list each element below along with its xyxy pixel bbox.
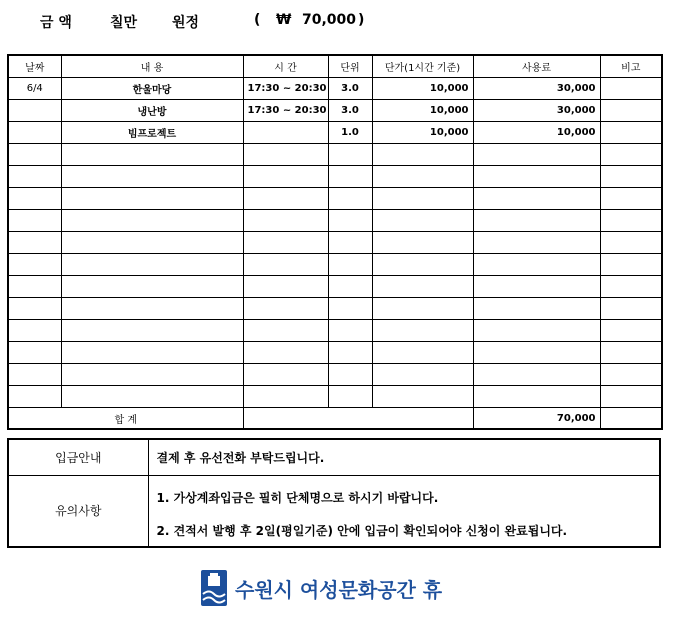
cell-unit: 3.0 (328, 100, 372, 122)
col-fee: 사용료 (473, 55, 600, 78)
amount-korean: 칠만 (110, 15, 138, 31)
cell-time (243, 232, 328, 254)
cell-fee (473, 232, 600, 254)
deposit-label: 입금안내 (8, 439, 148, 475)
cell-unit (328, 188, 372, 210)
cell-time (243, 342, 328, 364)
paren-open: ( (254, 12, 261, 28)
col-unit: 단위 (328, 55, 372, 78)
table-row (8, 386, 662, 408)
cell-content (61, 166, 243, 188)
cell-fee (473, 166, 600, 188)
caution-line-1: 1. 가상계좌입금은 필히 단체명으로 하시기 바랍니다. (156, 490, 439, 505)
cell-fee: 30,000 (473, 100, 600, 122)
currency-symbol: ₩ (276, 12, 292, 28)
cell-fee (473, 254, 600, 276)
cell-time (243, 122, 328, 144)
cell-time (243, 298, 328, 320)
amount-label: 금 액 (40, 15, 72, 31)
suwon-city-emblem-icon (201, 570, 227, 606)
cell-content (61, 276, 243, 298)
cell-content (61, 232, 243, 254)
cell-price: 10,000 (372, 122, 473, 144)
col-content: 내 용 (61, 55, 243, 78)
usage-table (7, 54, 663, 430)
cell-note (600, 276, 662, 298)
cell-fee (473, 320, 600, 342)
cell-time (243, 144, 328, 166)
cell-fee (473, 342, 600, 364)
cell-price (372, 298, 473, 320)
cell-content (61, 386, 243, 408)
cell-fee: 10,000 (473, 122, 600, 144)
cell-fee (473, 276, 600, 298)
cell-fee (473, 144, 600, 166)
cell-unit (328, 298, 372, 320)
cell-date (8, 188, 61, 210)
table-row (8, 100, 662, 122)
cell-time (243, 188, 328, 210)
cell-note (600, 320, 662, 342)
cell-time (243, 320, 328, 342)
cell-fee (473, 386, 600, 408)
cell-date (8, 210, 61, 232)
cell-content (61, 364, 243, 386)
cell-date (8, 342, 61, 364)
cell-time: 17:30 ~ 20:30 (243, 100, 328, 122)
table-row (8, 188, 662, 210)
cell-unit (328, 144, 372, 166)
table-row (8, 276, 662, 298)
cell-note (600, 122, 662, 144)
table-row (8, 342, 662, 364)
cell-unit (328, 210, 372, 232)
notes-table (7, 438, 661, 548)
total-fee: 70,000 (473, 408, 600, 430)
table-row (8, 232, 662, 254)
cell-price (372, 166, 473, 188)
table-row (8, 254, 662, 276)
cell-date (8, 122, 61, 144)
cell-date (8, 320, 61, 342)
caution-row (8, 475, 660, 547)
cell-note (600, 386, 662, 408)
cell-note (600, 78, 662, 100)
cell-time (243, 386, 328, 408)
cell-fee: 30,000 (473, 78, 600, 100)
cell-content (61, 210, 243, 232)
total-note (600, 408, 662, 430)
cell-price (372, 232, 473, 254)
cell-note (600, 166, 662, 188)
amount-number: 70,000 (302, 12, 357, 28)
cell-date (8, 364, 61, 386)
cell-content (61, 254, 243, 276)
cell-date: 6/4 (8, 78, 61, 100)
org-name: 수원시 여성문화공간 휴 (235, 577, 443, 602)
cell-fee (473, 298, 600, 320)
cell-unit (328, 320, 372, 342)
table-row (8, 78, 662, 100)
cell-date (8, 298, 61, 320)
table-row (8, 166, 662, 188)
cell-note (600, 364, 662, 386)
cell-price (372, 342, 473, 364)
cell-note (600, 342, 662, 364)
cell-content (61, 342, 243, 364)
total-row (8, 408, 662, 430)
cell-content (61, 144, 243, 166)
total-empty (243, 408, 473, 430)
cell-note (600, 298, 662, 320)
cell-content: 냉난방 (61, 100, 243, 122)
cell-time (243, 166, 328, 188)
cell-date (8, 276, 61, 298)
table-row (8, 364, 662, 386)
col-time: 시 간 (243, 55, 328, 78)
col-price: 단가(1시간 기준) (372, 55, 473, 78)
cell-unit (328, 232, 372, 254)
cell-note (600, 144, 662, 166)
cell-content (61, 188, 243, 210)
cell-price (372, 254, 473, 276)
cell-note (600, 100, 662, 122)
cell-time (243, 210, 328, 232)
cell-unit (328, 166, 372, 188)
deposit-text: 결제 후 유선전화 부탁드립니다. (148, 439, 660, 475)
cell-date (8, 386, 61, 408)
caution-line-2: 2. 견적서 발행 후 2일(평일기준) 안에 입금이 확인되어야 신청이 완료됩니다. (156, 523, 568, 538)
cell-date (8, 166, 61, 188)
table-row (8, 298, 662, 320)
won-suffix: 원정 (172, 15, 200, 31)
cell-fee (473, 188, 600, 210)
cell-note (600, 188, 662, 210)
cell-date (8, 232, 61, 254)
cell-time (243, 364, 328, 386)
table-row (8, 210, 662, 232)
cell-date (8, 254, 61, 276)
cell-time: 17:30 ~ 20:30 (243, 78, 328, 100)
cell-date (8, 100, 61, 122)
cell-price: 10,000 (372, 78, 473, 100)
caution-text (148, 475, 660, 547)
cell-unit (328, 254, 372, 276)
table-row (8, 144, 662, 166)
cell-price (372, 320, 473, 342)
cell-price (372, 144, 473, 166)
org-logo (201, 570, 442, 606)
cell-fee (473, 210, 600, 232)
cell-price (372, 386, 473, 408)
cell-unit (328, 276, 372, 298)
cell-price: 10,000 (372, 100, 473, 122)
cell-fee (473, 364, 600, 386)
cell-note (600, 232, 662, 254)
deposit-row (8, 439, 660, 475)
cell-time (243, 276, 328, 298)
cell-unit (328, 364, 372, 386)
cell-unit (328, 342, 372, 364)
cell-time (243, 254, 328, 276)
cell-price (372, 210, 473, 232)
cell-content (61, 298, 243, 320)
total-label: 합 계 (8, 408, 243, 430)
cell-note (600, 210, 662, 232)
cell-content: 빔프로젝트 (61, 122, 243, 144)
caution-label: 유의사항 (8, 475, 148, 547)
cell-note (600, 254, 662, 276)
paren-close: ) (358, 12, 365, 28)
cell-price (372, 364, 473, 386)
table-row (8, 320, 662, 342)
cell-unit: 3.0 (328, 78, 372, 100)
cell-content: 한울마당 (61, 78, 243, 100)
cell-unit: 1.0 (328, 122, 372, 144)
cell-content (61, 320, 243, 342)
cell-unit (328, 386, 372, 408)
cell-date (8, 144, 61, 166)
col-date: 날짜 (8, 55, 61, 78)
cell-price (372, 276, 473, 298)
table-row (8, 122, 662, 144)
cell-price (372, 188, 473, 210)
table-header-row (8, 55, 662, 78)
col-note: 비고 (600, 55, 662, 78)
